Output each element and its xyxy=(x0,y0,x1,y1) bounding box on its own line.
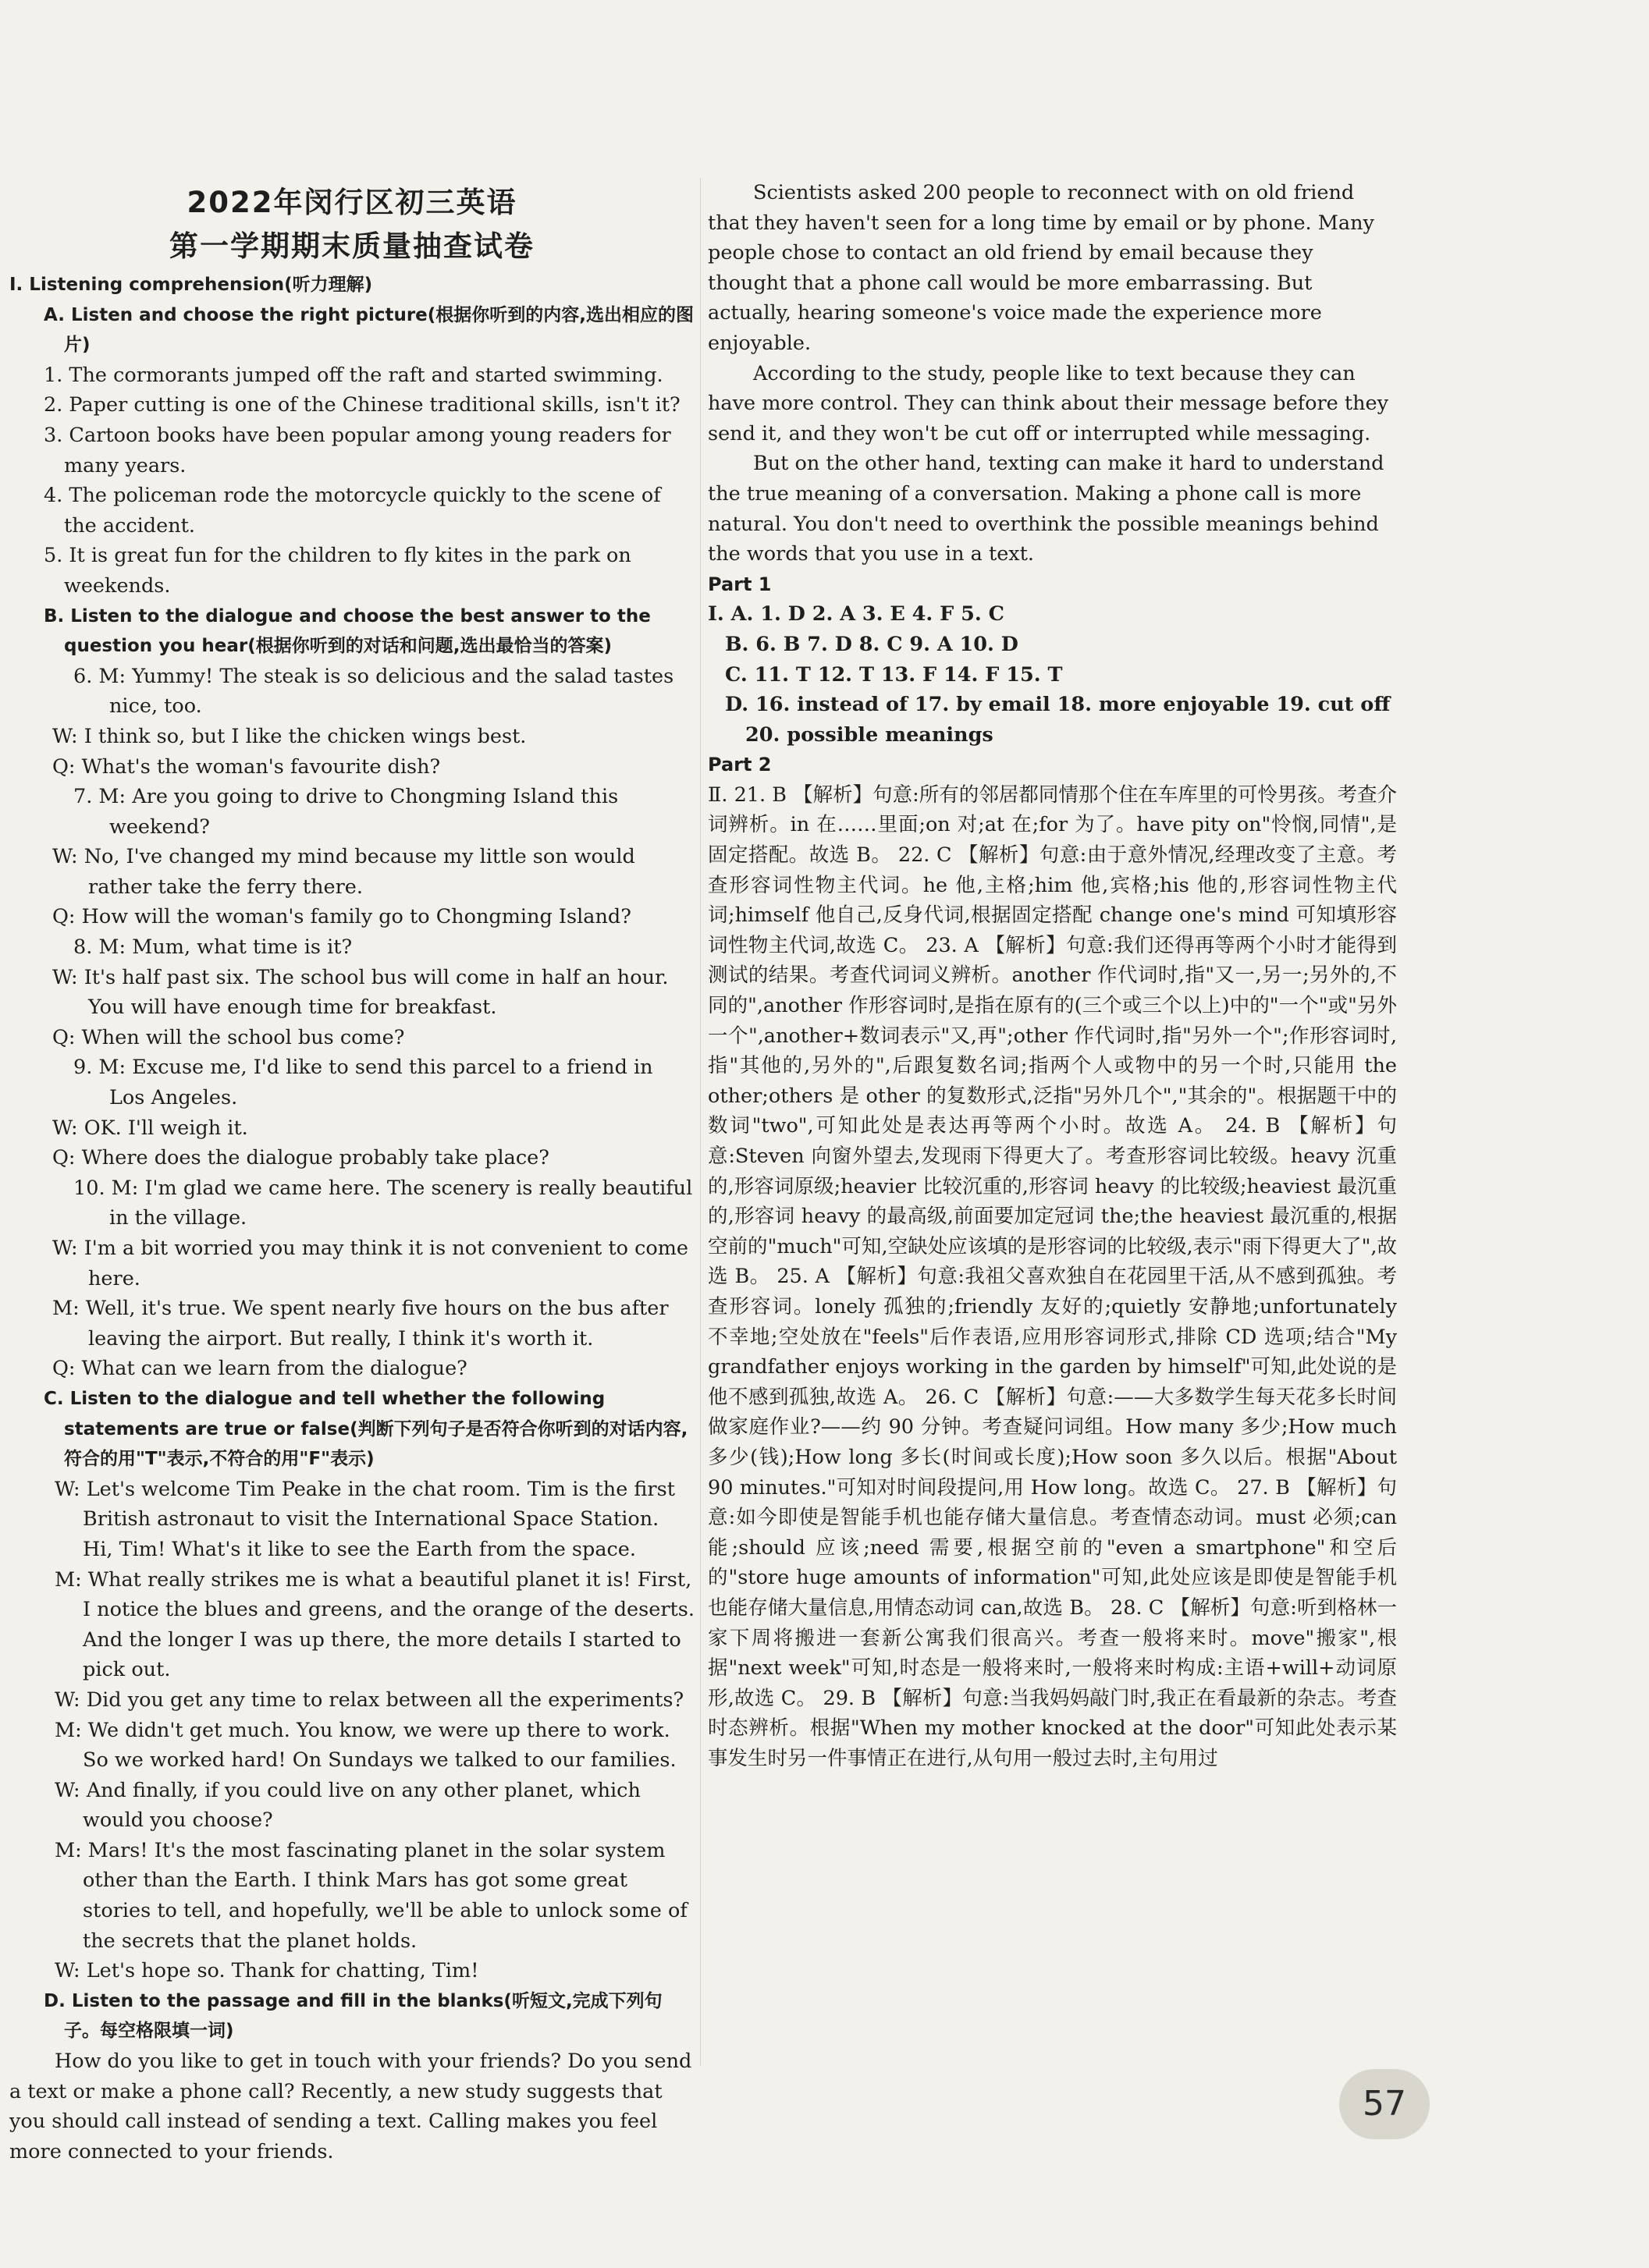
part1-label: Part 1 xyxy=(708,573,772,595)
dialogue-line: W: Did you get any time to relax between all the experiments? xyxy=(55,1688,684,1712)
passage-paragraph: How do you like to get in touch with your friends? Do you send a text or make a phone call? Recently, a new study suggests that you should call instead of sending a text. Calling makes you feel more connected to your friends. xyxy=(9,2050,692,2163)
part1-answers xyxy=(708,599,1397,750)
dialogue-line: Q: What's the woman's favourite dish? xyxy=(52,754,441,779)
secB-dialogues xyxy=(9,662,695,1384)
dialogue-line: M: What really strikes me is what a beautiful planet it is! First, I notice the blues and greens, and the orange of the deserts. And the longer I was up there, the more details I started to pick out. xyxy=(55,1567,695,1682)
dialogue-line: 7. M: Are you going to drive to Chongming Island this weekend? xyxy=(73,785,619,839)
passage-paragraph: But on the other hand, texting can make it hard to understand the true meaning of a conversation. Making a phone call is more natural. You don't need to overthink the possible meanings behind the words that you use in a text. xyxy=(708,452,1384,566)
answer-row: C. 11. T 12. T 13. F 14. F 15. T xyxy=(725,662,1063,687)
dialogue-line: W: Let's hope so. Thank for chatting, Tim! xyxy=(55,1959,479,1983)
title-line-2: 第一学期期末质量抽查试卷 xyxy=(169,229,535,263)
dialogue-line: Q: What can we learn from the dialogue? xyxy=(52,1357,467,1381)
dialogue-line: W: And finally, if you could live on any other planet, which would you choose? xyxy=(55,1778,641,1833)
dialogue-line: 8. M: Mum, what time is it? xyxy=(73,935,353,960)
passage-paragraph: Scientists asked 200 people to reconnect with on old friend that they haven't seen for a long time by email or by phone. Many people chose to contact an old friend by email because they thought that a phone call would be more embarrassing. But actually, hearing someone's voice made the experience more enjoyable. xyxy=(708,181,1374,355)
dialogue-line: 6. M: Yummy! The steak is so delicious and the salad tastes nice, too. xyxy=(73,664,674,719)
dialogue-line: W: It's half past six. The school bus will come in half an hour. You will have enough time for breakfast. xyxy=(52,965,669,1020)
secB-heading: B. Listen to the dialogue and choose the best answer to the question you hear(根据你听到的对话和问题,选出最恰当的答案) xyxy=(44,605,651,657)
dialogue-line: W: I think so, but I like the chicken wings best. xyxy=(52,724,527,748)
dialogue-line: M: We didn't get much. You know, we were up there to work. So we worked hard! On Sundays we talked to our families. xyxy=(55,1718,677,1773)
dialogue-line: Q: How will the woman's family go to Chongming Island? xyxy=(52,905,631,929)
dialogue-line: Q: When will the school bus come? xyxy=(52,1025,405,1049)
answer-row: 20. possible meanings xyxy=(745,722,993,747)
dialogue-line: W: I'm a bit worried you may think it is not convenient to come here. xyxy=(52,1237,689,1290)
list-item: 4. The policeman rode the motorcycle quickly to the scene of the accident. xyxy=(44,484,661,538)
section1-heading: Ⅰ. Listening comprehension(听力理解) xyxy=(9,275,373,295)
list-item: 2. Paper cutting is one of the Chinese traditional skills, isn't it? xyxy=(44,393,681,417)
part2-label: Part 2 xyxy=(708,754,772,776)
answer-row: B. 6. B 7. D 8. C 9. A 10. D xyxy=(725,632,1018,656)
secA-heading: A. Listen and choose the right picture(根据你听到的内容,选出相应的图片) xyxy=(44,304,695,356)
dialogue-line: Q: Where does the dialogue probably take place? xyxy=(52,1146,549,1170)
dialogue-line: 9. M: Excuse me, I'd like to send this parcel to a friend in Los Angeles. xyxy=(73,1056,653,1110)
left-column xyxy=(9,178,695,2167)
dialogue-line: W: No, I've changed my mind because my little son would rather take the ferry there. xyxy=(52,845,635,899)
secA-list xyxy=(9,360,695,602)
secC-dialogue xyxy=(9,1475,695,1986)
answer-row: Ⅰ. A. 1. D 2. A 3. E 4. F 5. C xyxy=(708,602,1004,626)
secC-heading: C. Listen to the dialogue and tell whether the following statements are true or false(判断下列句子是否符合你听到的对话内容,符合的用"T"表示,不符合的用"F"表示) xyxy=(44,1388,688,1470)
dialogue-line: 10. M: I'm glad we came here. The scenery is really beautiful in the village. xyxy=(73,1176,693,1230)
page-number: 57 xyxy=(1339,2069,1430,2139)
right-column xyxy=(708,178,1397,1773)
list-item: 3. Cartoon books have been popular among young readers for many years. xyxy=(44,423,671,477)
title-line-1: 2022年闵行区初三英语 xyxy=(187,186,517,219)
list-item: 5. It is great fun for the children to fly kites in the park on weekends. xyxy=(44,544,631,598)
dialogue-line: M: Mars! It's the most fascinating planet in the solar system other than the Earth. I think Mars has got some great stories to tell, and hopefully, we'll be able to unlock some of the secrets that the planet holds. xyxy=(55,1838,688,1953)
part2-analysis: Ⅱ. 21. B 【解析】句意:所有的邻居都同情那个住在车库里的可怜男孩。考查介词辨析。in 在……里面;on 对;at 在;for 为了。have pity on"怜悯,同情",是固定搭配。故选 B。 22. C 【解析】句意:由于意外情况,经理改变了主意。考查形容词性物主代词。he 他,主格;him 他,宾格;his 他的,形容词性物主代词;himself 他自己,反身代词,根据固定搭配 change one's mind 可知填形容词性物主代词,故选 C。 23. A 【解析】句意:我们还得再等两个小时才能得到测试的结果。考查代词词义辨析。another 作代词时,指"又一,另一;另外的,不同的",another 作形容词时,是指在原有的(三个或三个以上)中的"一个"或"另外一个",another+数词表示"又,再";other 作代词时,指"另外一个";作形容词时,指"其他的,另外的",后跟复数名词;指两个人或物中的另一个时,只能用 the other;others 是 other 的复数形式,泛指"另外几个","其余的"。根据题干中的数词"two",可知此处是表达再等两个小时。故选 A。 24. B 【解析】句意:Steven 向窗外望去,发现雨下得更大了。考查形容词比较级。heavy 沉重的,形容词原级;heavier 比较沉重的,形容词 heavy 的比较级;heaviest 最沉重的,形容词 heavy 的最高级,前面要加定冠词 the;the heaviest 最沉重的,根据空前的"much"可知,空缺处应该填的是形容词的比较级,表示"雨下得更大了",故选 B。 25. A 【解析】句意:我祖父喜欢独自在花园里干活,从不感到孤独。考查形容词。lonely 孤独的;friendly 友好的;quietly 安静地;unfortunately 不幸地;空处放在"feels"后作表语,应用形容词形式,排除 CD 选项;结合"My grandfather enjoys working in the garden by himself"可知,此处说的是他不感到孤独,故选 A。 26. C 【解析】句意:——大多数学生每天花多长时间做家庭作业?——约 90 分钟。考查疑问词组。How many 多少;How much 多少(钱);How long 多长(时间或长度);How soon 多久以后。根据"About 90 minutes."可知对时间段提问,用 How long。故选 C。 27. B 【解析】句意:如今即使是智能手机也能存储大量信息。考查情态动词。must 必须;can 能;should 应该;need 需要,根据空前的"even a smartphone"和空后的"store huge amounts of information"可知,此处应该是即使是智能手机也能存储大量信息,用情态动词 can,故选 B。 28. C 【解析】句意:听到格林一家下周将搬进一套新公寓我们很高兴。考查一般将来时。move"搬家",根据"next week"可知,时态是一般将来时,一般将来时构成:主语+will+动词原形,故选 C。 29. B 【解析】句意:当我妈妈敲门时,我正在看最新的杂志。考查时态辨析。根据"When my mother knocked at the door"可知此处表示某事发生时另一件事情正在进行,从句用一般过去时,主句用过 xyxy=(708,783,1397,1770)
passage-paragraph: According to the study, people like to text because they can have more control. They can think about their message before they send it, and they won't be cut off or interrupted while messaging. xyxy=(708,361,1389,445)
list-item: 1. The cormorants jumped off the raft and started swimming. xyxy=(44,363,663,387)
dialogue-line: W: OK. I'll weigh it. xyxy=(52,1116,248,1140)
secD-heading: D. Listen to the passage and fill in the blanks(听短文,完成下列句子。每空格限填一词) xyxy=(44,1990,663,2042)
dialogue-line: M: Well, it's true. We spent nearly five hours on the bus after leaving the airport. But really, I think it's worth it. xyxy=(52,1297,669,1351)
answer-row: D. 16. instead of 17. by email 18. more enjoyable 19. cut off xyxy=(725,693,1391,717)
column-divider xyxy=(700,178,701,2066)
dialogue-line: W: Let's welcome Tim Peake in the chat room. Tim is the first British astronaut to visit the International Space Station. Hi, Tim! What's it like to see the Earth from the space. xyxy=(55,1477,675,1561)
